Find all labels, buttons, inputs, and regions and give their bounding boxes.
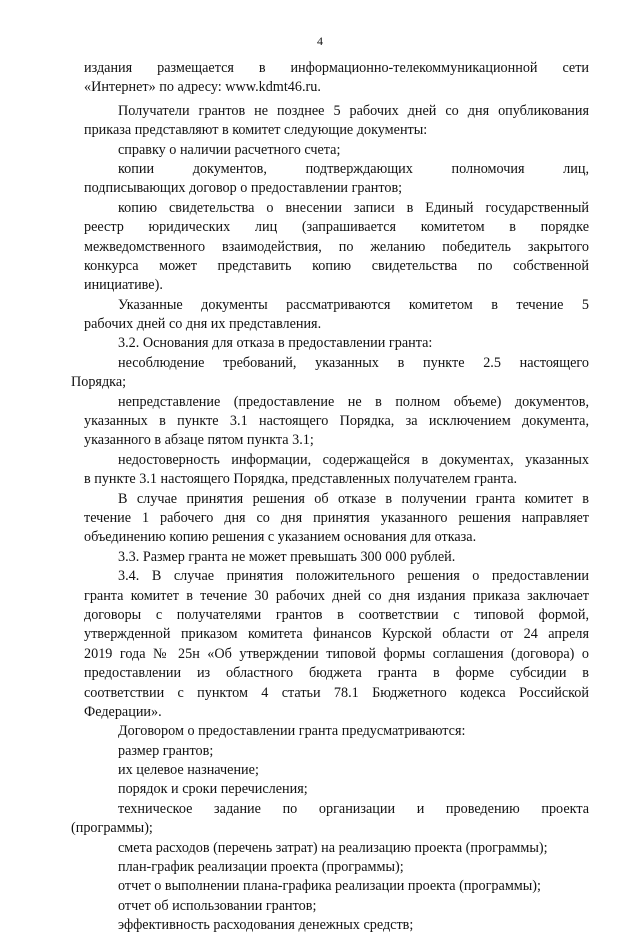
paragraph-start: Получатели грантов не позднее 5 рабочих дней со дня опубликования: [118, 102, 589, 119]
list-item: несоблюдение требований, указанных в пункте 2.5 настоящего: [118, 354, 589, 371]
list-item: размер грантов;: [118, 742, 214, 759]
text-line: «Интернет» по адресу: www.kdmt46.ru.: [84, 79, 321, 96]
section-heading: 3.4. В случае принятия положительного решения о предоставлении: [118, 568, 589, 585]
text-line: рабочих дней со дня их представления.: [84, 316, 322, 333]
text-line: соответствии с пунктом 4 статьи 78.1 Бюджетного кодекса Российской: [84, 684, 589, 701]
list-item: их целевое назначение;: [118, 762, 259, 779]
text-line: в пункте 3.1 настоящего Порядка, представленных получателем гранта.: [84, 471, 518, 488]
text-line: Федерации».: [84, 703, 162, 720]
text-line: предоставлении из областного бюджета гранта в форме субсидии в: [84, 665, 589, 682]
list-item: эффективность расходования денежных средств;: [118, 917, 414, 934]
page-number: 4: [317, 34, 323, 48]
text-line: договоры с получателями грантов в соответствии с типовой формой,: [84, 606, 589, 623]
list-item: отчет о выполнении плана-графика реализации проекта (программы);: [118, 878, 541, 895]
text-line: гранта комитет в течение 30 рабочих дней со дня издания приказа заключает: [84, 587, 589, 604]
document-body: [71, 59, 589, 936]
list-item: копию свидетельства о внесении записи в Единый государственный: [118, 199, 589, 216]
list-item: техническое задание по организации и проведению проекта: [118, 800, 589, 817]
list-item: непредставление (предоставление не в полном объеме) документов,: [118, 393, 589, 410]
text-line: указанного в абзаце пятом пункта 3.1;: [84, 432, 314, 449]
text-line: 2019 года № 25н «Об утверждении типовой формы соглашения (договора) о: [84, 645, 589, 662]
text-line: издания размещается в информационно-телекоммуникационной сети: [84, 60, 589, 76]
text-line: подписывающих договор о предоставлении грантов;: [84, 180, 403, 197]
text-line: реестр юридических лиц (запрашивается комитетом в порядке: [84, 219, 589, 236]
list-item: порядок и сроки перечисления;: [118, 781, 308, 798]
text-line: Порядка;: [71, 374, 127, 391]
list-item: план-график реализации проекта (программы);: [118, 859, 404, 876]
text-line: указанных в пункте 3.1 настоящего Порядка, за исключением документа,: [84, 413, 589, 430]
text-line: (программы);: [71, 820, 153, 837]
list-item: копии документов, подтверждающих полномочия лиц,: [118, 160, 589, 177]
list-item: справку о наличии расчетного счета;: [118, 141, 341, 158]
text-line: утвержденной приказом комитета финансов Курской области от 24 апреля: [84, 626, 589, 643]
list-item: отчет об использовании грантов;: [118, 897, 317, 914]
paragraph-start: В случае принятия решения об отказе в получении гранта комитет в: [118, 490, 589, 507]
text-line: конкурса может представить копию свидетельства по собственной: [84, 257, 589, 274]
text-line: межведомственного взаимодействия, по желанию победитель закрытого: [84, 238, 589, 255]
paragraph-start: Договором о предоставлении гранта предусматриваются:: [118, 723, 466, 740]
text-line: течение 1 рабочего дня со дня принятия указанного решения направляет: [84, 509, 589, 526]
list-item: недостоверность информации, содержащейся в документах, указанных: [118, 451, 589, 468]
text-line: приказа представляют в комитет следующие документы:: [84, 122, 428, 139]
paragraph-start: Указанные документы рассматриваются комитетом в течение 5: [118, 296, 589, 313]
text-line: инициативе).: [84, 277, 163, 294]
section-heading: 3.2. Основания для отказа в предоставлении гранта:: [118, 335, 433, 352]
list-item: смета расходов (перечень затрат) на реализацию проекта (программы);: [118, 839, 548, 856]
text-line: объединению копию решения с указанием основания для отказа.: [84, 529, 477, 546]
section-heading: 3.3. Размер гранта не может превышать 300 000 рублей.: [118, 548, 456, 565]
